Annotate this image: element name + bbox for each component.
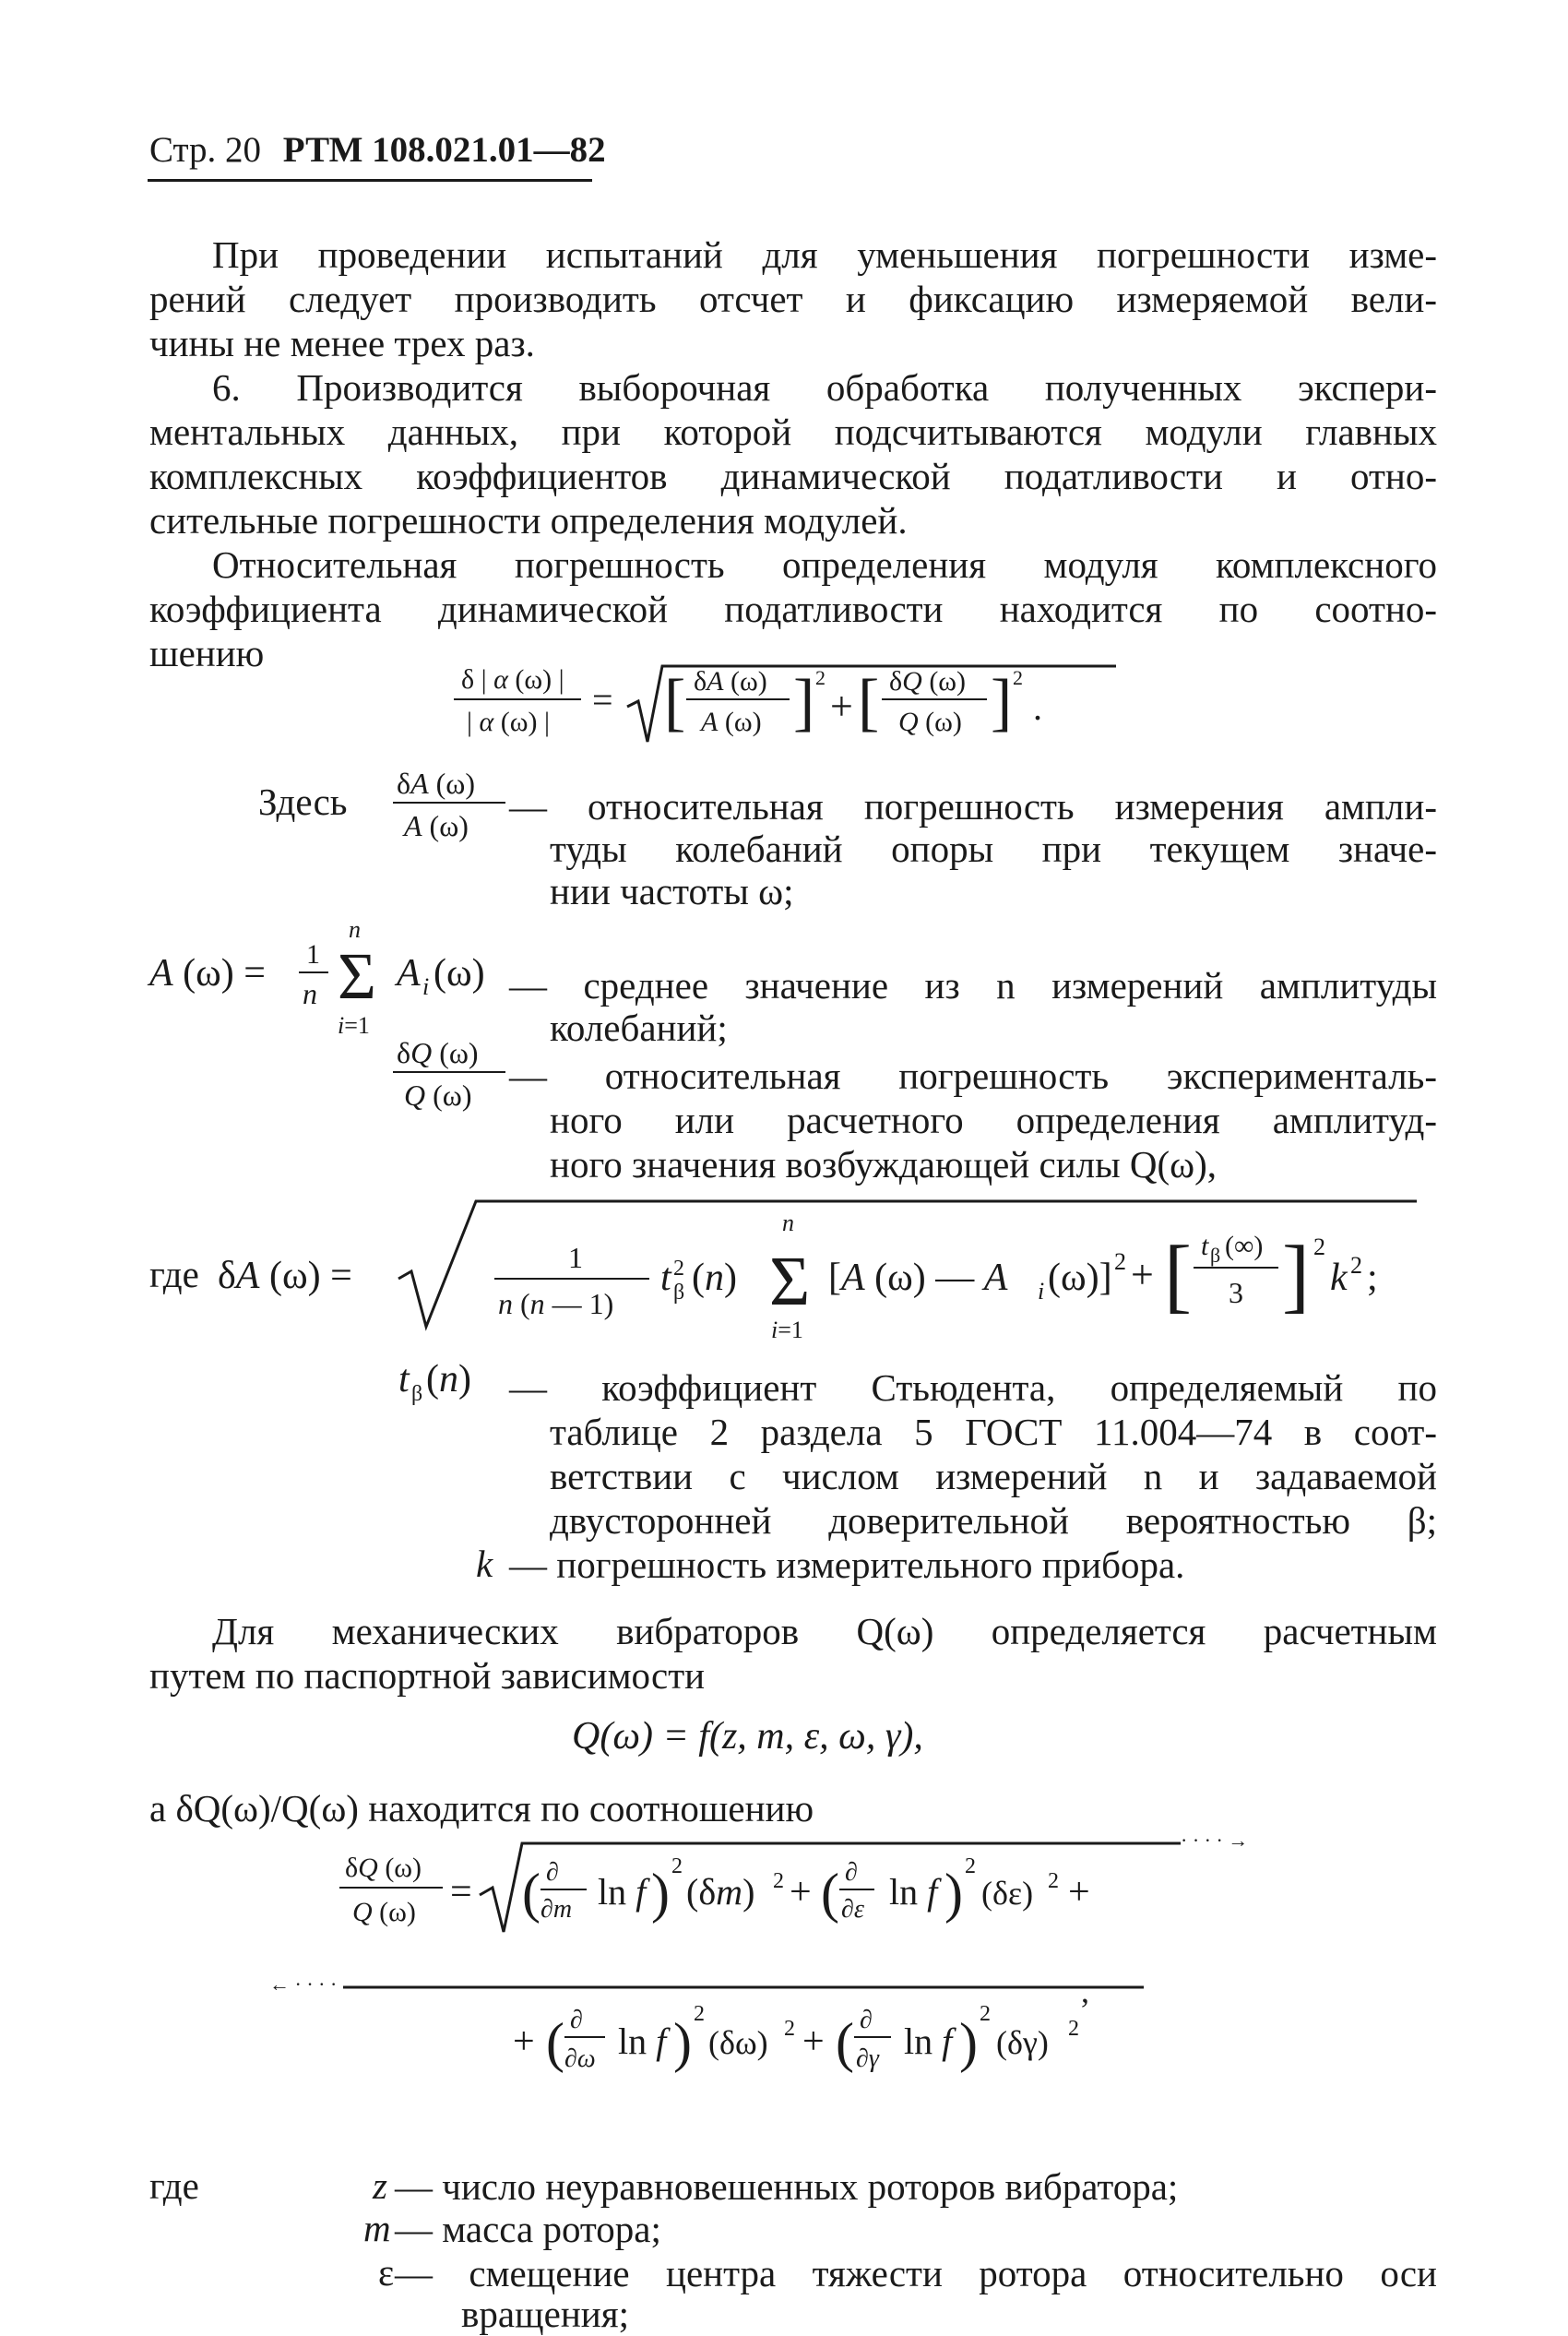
svg-text:n (n — 1): n (n — 1) [498,1287,614,1320]
svg-text:]: ] [1282,1230,1310,1321]
svg-text:(: ( [522,1863,540,1924]
def-symbol-k: k [476,1543,493,1585]
svg-text:δ | α (ω) |: δ | α (ω) | [461,664,564,695]
svg-text:A (ω): A (ω) [404,809,469,842]
document-code: РТМ 108.021.01—82 [282,130,606,170]
svg-text:i=1: i=1 [771,1317,803,1343]
svg-text:(ω)]: (ω)] [1048,1257,1112,1299]
svg-text:+: + [513,2020,535,2063]
svg-text:3: 3 [1229,1276,1243,1309]
svg-text:Q (ω): Q (ω) [352,1897,416,1927]
def3-line2: ного или расчетного определения амплитуд- [550,1099,1437,1141]
svg-text:δA (ω) =: δA (ω) = [218,1255,352,1297]
svg-text:(δω): (δω) [708,2024,768,2061]
svg-text:ln f: ln f [889,1871,938,1913]
svg-text:): ) [651,1863,670,1924]
svg-text:): ) [673,2012,692,2073]
formula-q-function: Q(ω) = f(z, m, ε, ω, γ), [572,1715,923,1758]
svg-text:ln f: ln f [618,2020,667,2062]
svg-text:n: n [349,916,361,943]
svg-text:(ω): (ω) [434,952,485,995]
svg-text:k: k [1330,1257,1348,1299]
svg-text:2: 2 [784,2017,795,2041]
svg-text:i: i [422,973,430,1000]
svg-text:i: i [1038,1278,1045,1305]
svg-text:+: + [802,2020,825,2063]
svg-text:[: [ [1164,1230,1192,1321]
def-e-line2: вращения; [461,2293,629,2335]
svg-text:2: 2 [694,2002,705,2026]
svg-text:+: + [1068,1871,1090,1913]
def1-line2: туды колебаний опоры при текущем значе- [550,828,1437,870]
svg-text:t: t [1201,1231,1209,1261]
svg-text:Σ: Σ [769,1243,811,1320]
def4-line2: таблице 2 раздела 5 ГОСТ 11.004—74 в соот- [550,1411,1437,1453]
svg-text:t: t [398,1358,410,1400]
def-z-line: — число неуравновешенных роторов вибратора; [395,2165,1179,2208]
svg-text:2: 2 [1350,1252,1362,1279]
svg-text:1: 1 [568,1241,583,1274]
svg-text:=: = [592,679,613,721]
svg-text:n: n [303,977,317,1010]
para1-line1: При проведении испытаний для уменьшения погрешности изме- [212,233,1437,276]
svg-text:ln f: ln f [598,1871,647,1913]
svg-text:∂m: ∂m [540,1895,573,1924]
svg-text:δA (ω): δA (ω) [397,767,475,800]
svg-text:(: ( [546,2012,564,2073]
here-word: Здесь [258,781,348,823]
para2-line3: комплексных коэффициентов динамической податливости и отно- [149,455,1437,497]
where-word: где [149,1253,199,1295]
svg-text:(: ( [836,2012,854,2073]
svg-text:| α (ω) |: | α (ω) | [467,707,550,737]
svg-text:2: 2 [673,1257,684,1281]
svg-text:): ) [959,2012,978,2073]
def4-line4: двусторонней доверительной вероятностью β; [550,1499,1437,1542]
svg-text:A (ω) =: A (ω) = [149,952,266,995]
svg-text:β: β [673,1281,685,1305]
svg-text:2: 2 [671,1854,683,1878]
svg-text:∂: ∂ [845,1858,858,1887]
svg-text:δA (ω): δA (ω) [694,666,767,697]
def-symbol-epsilon: ε [378,2251,395,2294]
para5-line: а δQ(ω)/Q(ω) находится по соотношению [149,1787,814,1829]
para3-line3: шению [149,632,265,674]
svg-text:(δm): (δm) [686,1871,755,1913]
def3-line1: — относительная погрешность эксперименталь- [509,1055,1437,1097]
def1-line3: нии частоты ω; [550,870,794,912]
formula-deltaA [218,1190,1454,1347]
svg-text:2: 2 [815,666,826,689]
svg-text:(δε): (δε) [981,1875,1034,1912]
para3-line2: коэффициента динамической податливости находится по соотно- [149,588,1437,630]
svg-text:.: . [1033,686,1042,728]
svg-text:δQ (ω): δQ (ω) [889,666,967,697]
svg-text:]: ] [793,667,815,738]
svg-text:(∞): (∞) [1225,1231,1264,1261]
where-word-2: где [149,2164,199,2207]
svg-text:n: n [782,1210,794,1236]
svg-text:(: ( [821,1863,839,1924]
para4-line1: Для механических вибраторов Q(ω) определяется расчетным [212,1610,1437,1652]
svg-text:β: β [1210,1244,1221,1267]
svg-text:1: 1 [306,939,320,970]
svg-text:∂: ∂ [546,1858,559,1887]
svg-text:ln f: ln f [904,2020,953,2062]
para3-line1: Относительная погрешность определения модуля комплексного [212,543,1437,586]
def-m-line: — масса ротора; [395,2208,661,2250]
svg-text:2: 2 [1068,2017,1079,2041]
para1-line2: рений следует производить отсчет и фиксацию измеряемой вели- [149,278,1437,320]
svg-text:i=1: i=1 [338,1012,370,1039]
para2-line2: ментальных данных, при которой подсчитываются модули главных [149,411,1437,453]
svg-text:Q (ω): Q (ω) [898,707,962,737]
def2-line1: — среднее значение из n измерений амплитуды [509,964,1437,1007]
svg-text:[: [ [664,667,686,738]
svg-text:A (ω): A (ω) [701,707,762,737]
svg-text:(δγ): (δγ) [996,2024,1049,2061]
svg-text:t: t [660,1257,671,1299]
svg-text:β: β [411,1382,423,1406]
svg-text:δQ (ω): δQ (ω) [345,1853,422,1883]
def-e-line1: — смещение центра тяжести ротора относительно оси [395,2252,1437,2294]
para1-line3: чины не менее трех раз. [149,322,535,364]
def4-line1: — коэффициент Стьюдента, определяемый по [509,1366,1437,1409]
svg-text:∂: ∂ [570,2006,583,2034]
svg-text:=: = [450,1871,472,1913]
svg-text:[A (ω) — A: [A (ω) — A [828,1257,1008,1299]
svg-text:+: + [830,684,853,729]
svg-text:2: 2 [1313,1234,1325,1260]
svg-text:(n): (n) [426,1358,471,1400]
svg-text:∂γ: ∂γ [856,2044,879,2073]
svg-text:∂ε: ∂ε [841,1895,864,1924]
svg-text:∂: ∂ [860,2006,873,2034]
def-symbol-mean-amplitude [148,913,553,1043]
svg-text:): ) [944,1863,963,1924]
def-symbol-m: m [363,2207,391,2249]
svg-text:+: + [1131,1252,1154,1297]
para2-line1: 6. Производится выборочная обработка полученных экспери- [212,366,1437,409]
para2-line4: сительные погрешности определения модулей. [149,499,908,542]
para4-line2: путем по паспортной зависимости [149,1654,706,1697]
svg-text:A: A [397,952,421,995]
svg-text:· · · · →: · · · · → [1181,1829,1249,1852]
svg-text:∂ω: ∂ω [564,2044,596,2073]
svg-text:2: 2 [1048,1869,1059,1893]
def1-line1: — относительная погрешность измерения ампли- [509,785,1437,828]
svg-text:Q (ω): Q (ω) [404,1079,472,1112]
header-rule [148,179,592,182]
svg-text:2: 2 [773,1869,784,1893]
svg-text:(n): (n) [692,1257,737,1299]
def4-line3: ветствии с числом измерений n и задаваемой [550,1455,1437,1497]
svg-text:[: [ [858,667,880,738]
formula-relative-error [443,646,1144,757]
def2-line2: колебаний; [550,1007,728,1049]
formula-deltaQ [269,1829,1273,2131]
svg-text:2: 2 [1013,666,1023,689]
svg-text:2: 2 [965,1854,976,1878]
svg-text:δQ (ω): δQ (ω) [397,1036,479,1069]
svg-text:+: + [790,1871,812,1913]
def-symbol-z: z [373,2164,387,2207]
svg-text:;: ; [1367,1257,1378,1299]
svg-text:← · · · ·: ← · · · · [269,1972,338,1996]
svg-text:Σ: Σ [338,939,376,1013]
def5-line: — погрешность измерительного прибора. [509,1543,1185,1586]
svg-text:]: ] [991,667,1013,738]
page-number: Стр. 20 [149,130,262,170]
svg-text:2: 2 [1114,1248,1126,1275]
page-header [149,129,606,171]
def3-line3: ного значения возбуждающей силы Q(ω), [550,1143,1218,1186]
svg-text:,: , [1081,1972,1089,2009]
svg-text:2: 2 [980,2002,991,2026]
